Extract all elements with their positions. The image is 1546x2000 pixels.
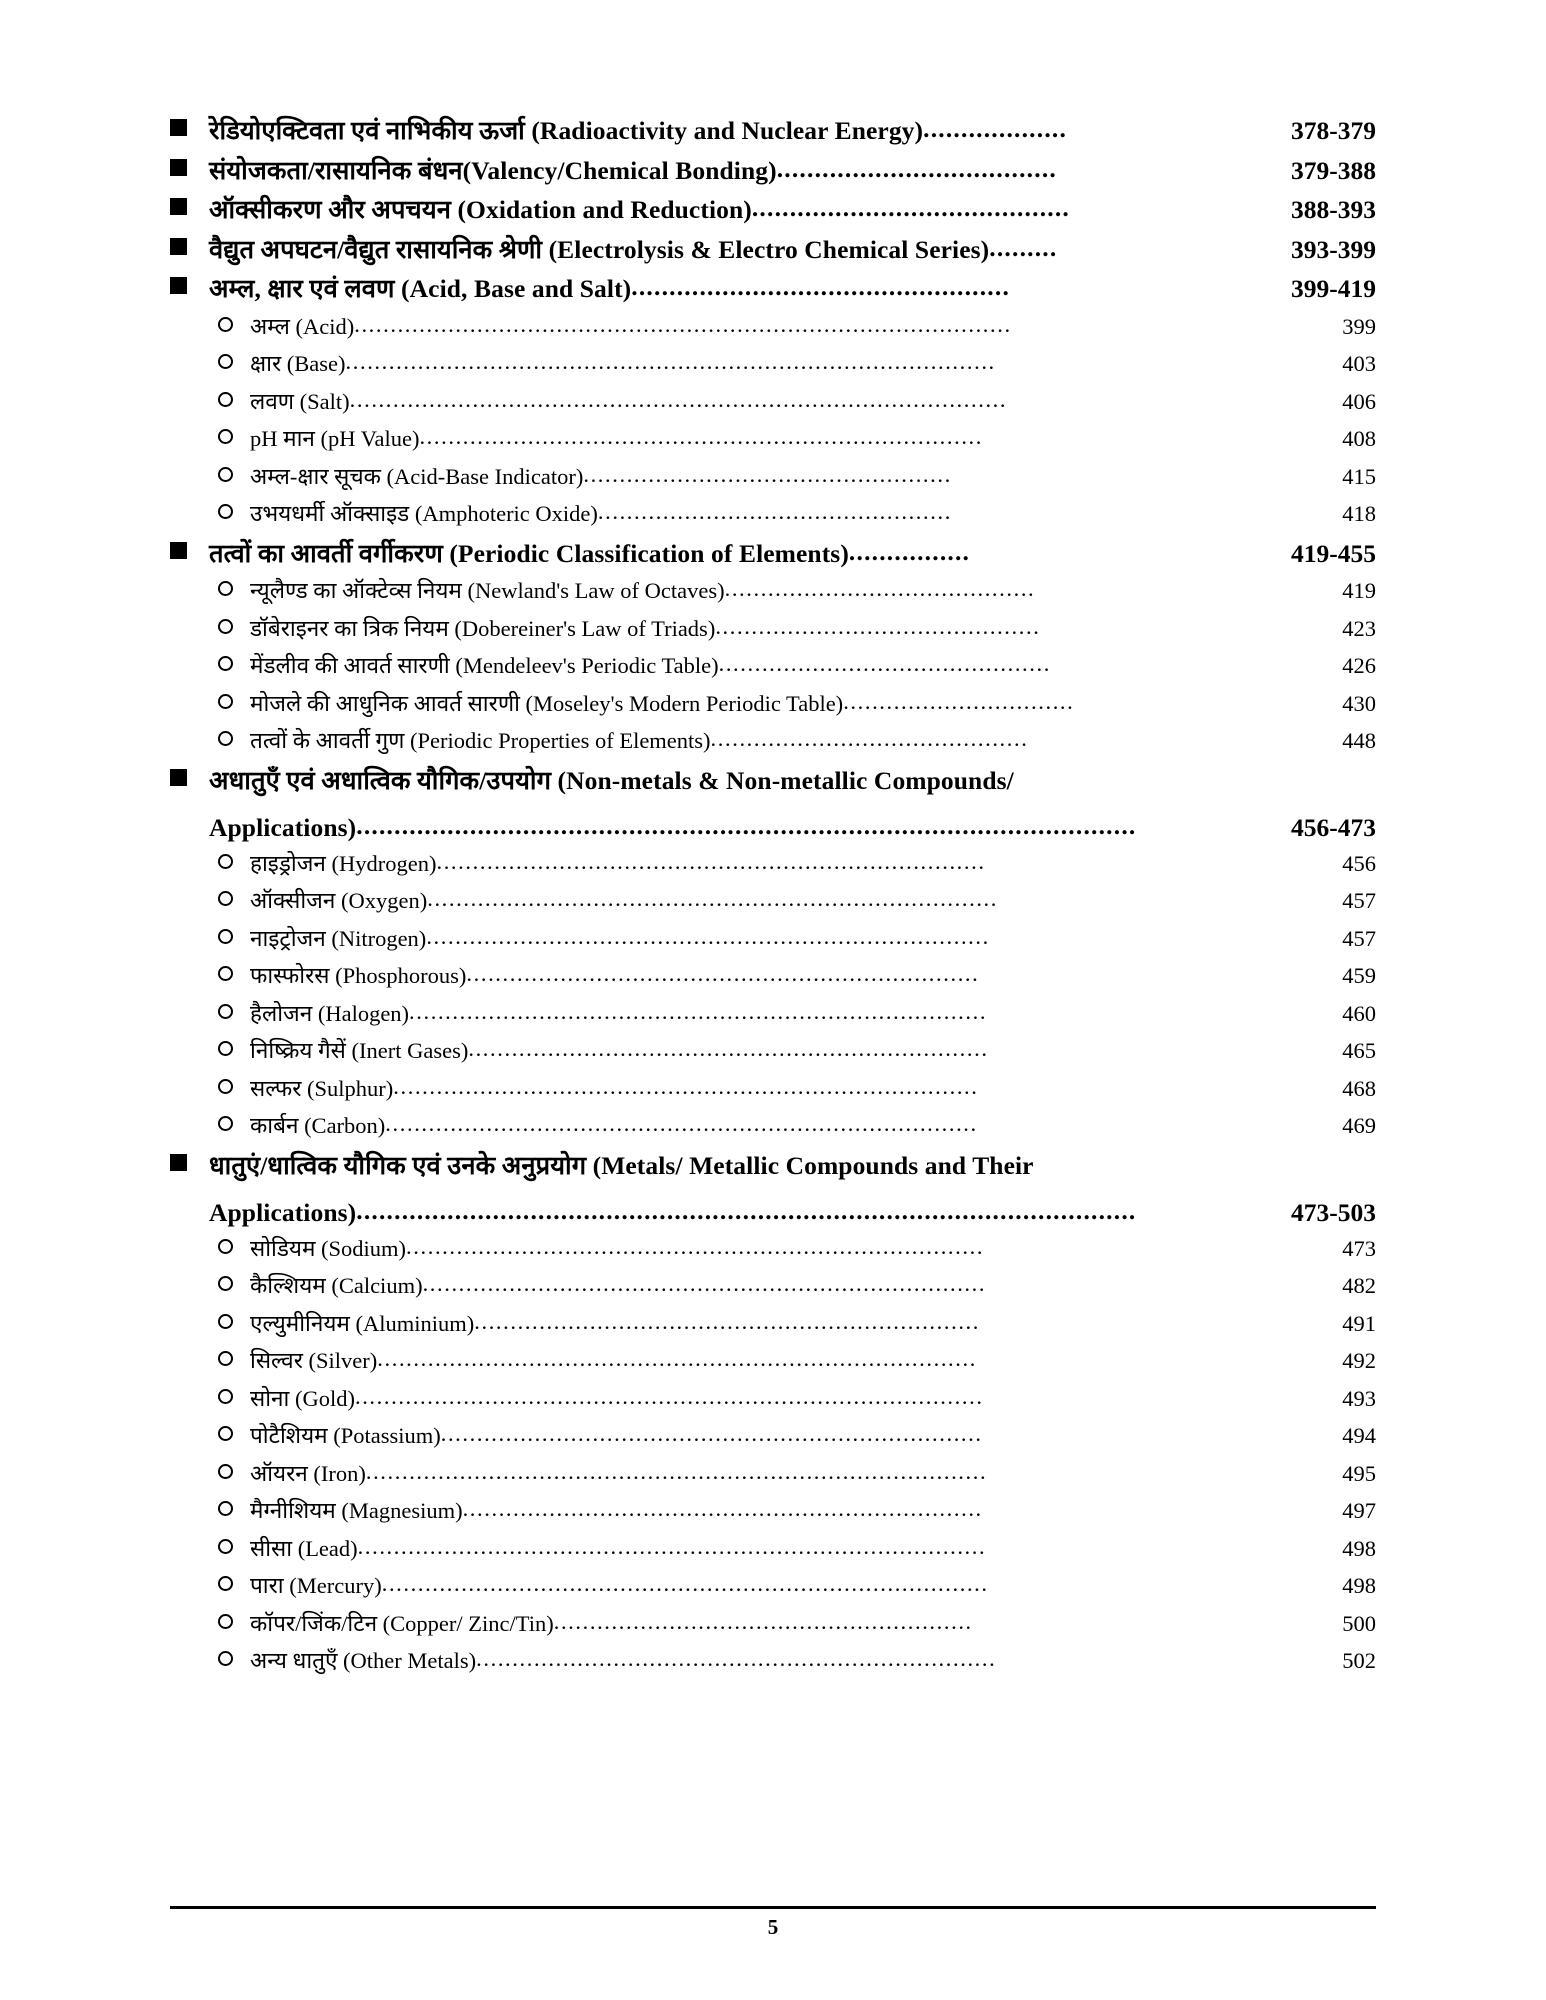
toc-entry-label: हैलोजन (Halogen) — [250, 1000, 410, 1026]
toc-entry-sub[interactable] — [170, 388, 1376, 414]
toc-entry-page-number: 493 — [1342, 1385, 1376, 1411]
circle-bullet-icon — [218, 1389, 233, 1404]
toc-entry-leader: .................................................................................... — [381, 1573, 989, 1596]
toc-entry-leader: ...................................................................................... — [365, 1460, 988, 1483]
toc-entry-sub[interactable] — [170, 690, 1376, 716]
toc-entry-page-number: 430 — [1342, 690, 1376, 716]
circle-bullet-icon — [218, 1426, 233, 1441]
toc-entry-label: ऑक्सीजन (Oxygen) — [250, 888, 428, 913]
toc-entry-label: कैल्शियम (Calcium) — [250, 1273, 423, 1298]
toc-entry-label: धातुएं/धात्विक यौगिक एवं उनके अनुप्रयोग (Metals/ Metallic Compounds and Their — [209, 1150, 1034, 1180]
toc-entry-label: अधातुएँ एवं अधात्विक यौगिक/उपयोग (Non-metals & Non-metallic Compounds/ — [209, 765, 1014, 795]
toc-entry-leader: ........................................................................ — [462, 1498, 983, 1521]
toc-entry-sub[interactable] — [170, 1040, 1376, 1063]
toc-entry-leader: ................ — [848, 538, 971, 564]
toc-entry-main[interactable] — [170, 276, 1376, 302]
toc-entry-sub[interactable] — [170, 890, 1376, 913]
toc-entry-leader: ..................................... — [776, 155, 1057, 181]
toc-entry-label: सोडियम (Sodium) — [250, 1235, 407, 1261]
toc-entry-leader: ...................................................................... — [474, 1310, 980, 1333]
toc-entry-label: सिल्वर (Silver) — [250, 1348, 378, 1373]
square-bullet-icon — [170, 277, 187, 294]
circle-bullet-icon — [218, 1539, 233, 1554]
toc-entry-sub[interactable] — [170, 1310, 1376, 1336]
toc-entry-page-number: 408 — [1342, 426, 1376, 451]
toc-entry-main[interactable] — [170, 155, 1376, 185]
circle-bullet-icon — [218, 619, 233, 634]
toc-entry-leader: .............................................................................. — [422, 1273, 987, 1296]
toc-entry-leader: ........................................................................................... — [354, 313, 1012, 336]
toc-entry-label: न्यूलैण्ड का ऑक्टेव्स नियम (Newland's Law of Octaves) — [250, 578, 725, 603]
circle-bullet-icon — [218, 966, 233, 981]
square-bullet-icon — [170, 238, 187, 255]
toc-entry-label: मोजले की आधुनिक आवर्त सारणी (Moseley's Modern Periodic Table) — [250, 690, 844, 716]
toc-entry-sub[interactable] — [170, 615, 1376, 641]
toc-entry-page-number: 494 — [1342, 1423, 1376, 1448]
circle-bullet-icon — [218, 1576, 233, 1591]
circle-bullet-icon — [218, 354, 233, 369]
circle-bullet-icon — [218, 656, 233, 671]
toc-entry-label: मेंडलीव की आवर्त सारणी (Mendeleev's Periodic Table) — [250, 653, 719, 678]
toc-entry-label: कार्बन (Carbon) — [250, 1113, 386, 1138]
toc-entry-leader: ............................................ — [710, 728, 1029, 751]
page-footer — [170, 1906, 1376, 1940]
circle-bullet-icon — [218, 891, 233, 906]
toc-entry-leader: ........................................... — [724, 578, 1036, 601]
toc-entry-leader: ................................................. — [597, 501, 952, 524]
toc-entry-page-number: 406 — [1342, 388, 1376, 414]
circle-bullet-icon — [218, 429, 233, 444]
toc-entry-sub[interactable] — [170, 655, 1376, 678]
circle-bullet-icon — [218, 854, 233, 869]
toc-entry-leader: ................... — [923, 116, 1068, 142]
toc-entry-page-number: 456-473 — [1291, 813, 1376, 842]
toc-entry-label: लवण (Salt) — [250, 388, 350, 414]
toc-entry-leader: ................................................................................ — [406, 1235, 985, 1258]
circle-bullet-icon — [218, 1116, 233, 1131]
toc-entry-label: क्षार (Base) — [250, 351, 346, 376]
circle-bullet-icon — [218, 1239, 233, 1254]
toc-entry-label: pH मान (pH Value) — [250, 426, 420, 451]
circle-bullet-icon — [218, 392, 233, 407]
toc-entry-label: संयोजकता/रासायनिक बंधन(Valency/Chemical Bonding) — [209, 155, 777, 185]
toc-entry-leader: ................................................................................ — [409, 1000, 988, 1023]
square-bullet-icon — [170, 769, 187, 786]
toc-entry-leader: .............................................. — [718, 653, 1051, 676]
toc-entry-sub[interactable] — [170, 1500, 1376, 1523]
toc-entry-page-number: 457 — [1342, 888, 1376, 913]
toc-entry-page-number: 469 — [1342, 1113, 1376, 1138]
toc-entry-leader: ....................................................................................... — [354, 1385, 984, 1408]
toc-entry-leader: .......................................... — [751, 195, 1071, 221]
toc-entry-leader: .................................................................................. — [385, 1113, 978, 1136]
toc-entry-sub[interactable] — [170, 1650, 1376, 1673]
circle-bullet-icon — [218, 1351, 233, 1366]
circle-bullet-icon — [218, 1004, 233, 1019]
toc-entry-page-number: 500 — [1342, 1610, 1376, 1636]
toc-entry-page-number: 459 — [1342, 963, 1376, 988]
circle-bullet-icon — [218, 1079, 233, 1094]
toc-entry-page-number: 388-393 — [1291, 195, 1376, 224]
toc-entry-label: ऑयरन (Iron) — [250, 1460, 366, 1486]
toc-entry-sub[interactable] — [170, 1535, 1376, 1561]
toc-entry-page-number: 457 — [1342, 925, 1376, 951]
circle-bullet-icon — [218, 1041, 233, 1056]
circle-bullet-icon — [218, 1501, 233, 1516]
circle-bullet-icon — [218, 731, 233, 746]
toc-entry-page-number: 393-399 — [1291, 234, 1376, 264]
toc-entry-label: हाइड्रोजन (Hydrogen) — [250, 850, 437, 876]
toc-entry-leader: ........................................................................... — [440, 1423, 983, 1446]
toc-entry-leader: ................................................... — [583, 463, 952, 486]
toc-entry-page-number: 460 — [1342, 1000, 1376, 1026]
footer-page-number: 5 — [767, 1915, 779, 1939]
toc-entry-page-number: 482 — [1342, 1273, 1376, 1298]
toc-entry-sub[interactable] — [170, 1460, 1376, 1486]
toc-entry-leader: .......................................................... — [553, 1610, 973, 1633]
toc-entry-page-number: 495 — [1342, 1460, 1376, 1486]
toc-entry-page-number: 491 — [1342, 1310, 1376, 1336]
toc-entry-sub[interactable] — [170, 1000, 1376, 1026]
toc-entry-sub[interactable] — [170, 580, 1376, 603]
toc-entry-leader: ............................................. — [715, 615, 1041, 638]
toc-entry-main[interactable] — [170, 234, 1376, 264]
toc-entry-leader: ....................................................................................................... — [356, 1198, 1137, 1224]
toc-entry-sub[interactable] — [170, 428, 1376, 451]
toc-entry-page-number: 497 — [1342, 1498, 1376, 1523]
toc-entry-leader: ....................................................................................... — [357, 1535, 987, 1558]
toc-entry-page-number: 419 — [1342, 578, 1376, 603]
toc-entry-leader: .......................................................................................... — [345, 351, 996, 374]
circle-bullet-icon — [218, 467, 233, 482]
toc-entry-label: अन्य धातुएँ (Other Metals) — [250, 1648, 477, 1673]
toc-entry-page-number: 473-503 — [1291, 1198, 1376, 1227]
toc-entry-label: सीसा (Lead) — [250, 1535, 358, 1561]
toc-entry-sub[interactable] — [170, 313, 1376, 339]
toc-entry-label-cont: Applications) — [209, 813, 357, 842]
toc-entry-leader: .............................................................................. — [426, 925, 990, 948]
toc-entry-page-number: 399 — [1342, 313, 1376, 339]
circle-bullet-icon — [218, 929, 233, 944]
toc-entry-label: निष्क्रिय गैसें (Inert Gases) — [250, 1038, 469, 1063]
toc-entry-page-number: 465 — [1342, 1038, 1376, 1063]
toc-entry-leader: ......... — [989, 234, 1058, 260]
toc-entry-sub[interactable] — [170, 925, 1376, 951]
toc-entry-sub[interactable] — [170, 965, 1376, 988]
toc-entry-page-number: 498 — [1342, 1573, 1376, 1598]
toc-entry-sub[interactable] — [170, 730, 1376, 753]
toc-entry-label: वैद्युत अपघटन/वैद्युत रासायनिक श्रेणी (Electrolysis & Electro Chemical Series) — [209, 234, 990, 264]
square-bullet-icon — [170, 198, 187, 215]
toc-entry-label: सोना (Gold) — [250, 1385, 355, 1411]
toc-entry-sub[interactable] — [170, 353, 1376, 376]
toc-entry-page-number: 403 — [1342, 351, 1376, 376]
toc-entry-leader: ................................................................................... — [377, 1348, 977, 1371]
toc-entry-line-2 — [170, 815, 1376, 841]
square-bullet-icon — [170, 159, 187, 176]
circle-bullet-icon — [218, 1276, 233, 1291]
toc-entry-page-number: 502 — [1342, 1648, 1376, 1673]
toc-entry-page-number: 418 — [1342, 501, 1376, 526]
square-bullet-icon — [170, 542, 187, 559]
toc-entry-page-number: 423 — [1342, 615, 1376, 641]
circle-bullet-icon — [218, 1651, 233, 1666]
toc-entry-leader: ........................................................................................... — [349, 388, 1008, 411]
toc-entry-label: कॉपर/जिंक/टिन (Copper/ Zinc/Tin) — [250, 1610, 554, 1636]
toc-entry-page-number: 468 — [1342, 1075, 1376, 1101]
toc-entry-sub[interactable] — [170, 1115, 1376, 1138]
toc-entry-line-1 — [170, 1150, 1376, 1180]
toc-entry-page-number: 378-379 — [1291, 116, 1376, 145]
toc-entry-label: उभयधर्मी ऑक्साइड (Amphoteric Oxide) — [250, 501, 598, 526]
toc-entry-page-number: 379-388 — [1291, 155, 1376, 185]
square-bullet-icon — [170, 119, 187, 136]
toc-entry-page-number: 498 — [1342, 1535, 1376, 1561]
toc-entry-leader: ........................................................................ — [476, 1648, 997, 1671]
toc-entry-page-number: 492 — [1342, 1348, 1376, 1373]
circle-bullet-icon — [218, 317, 233, 332]
toc-entry-line-1 — [170, 765, 1376, 795]
toc-entry-sub[interactable] — [170, 850, 1376, 876]
toc-entry-page-number: 419-455 — [1291, 538, 1376, 568]
toc-entry-page-number: 426 — [1342, 653, 1376, 678]
toc-entry-leader: .............................................................................. — [419, 426, 984, 449]
toc-entry-label: डॉबेराइनर का त्रिक नियम (Dobereiner's Law of Triads) — [250, 615, 716, 641]
toc-entry-main[interactable] — [170, 765, 1376, 842]
circle-bullet-icon — [218, 1314, 233, 1329]
square-bullet-icon — [170, 1154, 187, 1171]
toc-entry-leader: ........................................................................ — [468, 1038, 989, 1061]
toc-entry-sub[interactable] — [170, 1610, 1376, 1636]
toc-entry-main[interactable] — [170, 538, 1376, 568]
toc-entry-label: तत्वों के आवर्ती गुण (Periodic Properties of Elements) — [250, 728, 711, 753]
toc-entry-label-cont: Applications) — [209, 1198, 357, 1227]
toc-entry-leader: ....................................................................... — [466, 963, 980, 986]
toc-entry-main[interactable] — [170, 118, 1376, 144]
circle-bullet-icon — [218, 694, 233, 709]
toc-entry-leader: ................................ — [843, 690, 1075, 713]
circle-bullet-icon — [218, 581, 233, 596]
toc-entry-sub[interactable] — [170, 1425, 1376, 1448]
toc-entry-page-number: 448 — [1342, 728, 1376, 753]
toc-entry-label: पोटैशियम (Potassium) — [250, 1423, 441, 1448]
toc-entry-sub[interactable] — [170, 503, 1376, 526]
toc-entry-main[interactable] — [170, 197, 1376, 223]
toc-entry-leader: ................................................................................. — [393, 1075, 979, 1098]
toc-entry-label: एल्युमीनियम (Aluminium) — [250, 1310, 475, 1336]
circle-bullet-icon — [218, 1614, 233, 1629]
circle-bullet-icon — [218, 504, 233, 519]
toc-entry-sub[interactable] — [170, 1075, 1376, 1101]
toc-entry-leader: .................................................. — [631, 274, 1011, 300]
toc-entry-label: ऑक्सीकरण और अपचयन (Oxidation and Reduction) — [209, 195, 752, 224]
toc-entry-label: सल्फर (Sulphur) — [250, 1075, 394, 1101]
toc-entry-page-number: 473 — [1342, 1235, 1376, 1261]
toc-entry-label: अम्ल, क्षार एवं लवण (Acid, Base and Salt) — [209, 274, 632, 303]
toc-entry-sub[interactable] — [170, 1235, 1376, 1261]
toc-entry-sub[interactable] — [170, 1275, 1376, 1298]
toc-entry-label: अम्ल-क्षार सूचक (Acid-Base Indicator) — [250, 463, 584, 489]
toc-entry-line-2 — [170, 1200, 1376, 1226]
toc-entry-page-number: 399-419 — [1291, 274, 1376, 303]
toc-entry-sub[interactable] — [170, 1350, 1376, 1373]
footer-divider — [170, 1906, 1376, 1909]
toc-entry-leader: ............................................................................ — [436, 850, 986, 873]
circle-bullet-icon — [218, 1464, 233, 1479]
toc-entry-label: पारा (Mercury) — [250, 1573, 382, 1598]
toc-entry-leader: ....................................................................................................... — [356, 813, 1137, 839]
table-of-contents-list — [170, 118, 1376, 1673]
toc-entry-main[interactable] — [170, 1150, 1376, 1227]
toc-entry-label: तत्वों का आवर्ती वर्गीकरण (Periodic Classification of Elements) — [209, 538, 849, 568]
toc-entry-page-number: 456 — [1342, 850, 1376, 876]
toc-entry-label: नाइट्रोजन (Nitrogen) — [250, 925, 427, 951]
toc-entry-sub[interactable] — [170, 1385, 1376, 1411]
toc-entry-label: मैग्नीशियम (Magnesium) — [250, 1498, 463, 1523]
toc-entry-label: फास्फोरस (Phosphorous) — [250, 963, 467, 988]
toc-entry-leader: ............................................................................... — [427, 888, 998, 911]
toc-entry-sub[interactable] — [170, 1575, 1376, 1598]
toc-entry-label: रेडियोएक्टिवता एवं नाभिकीय ऊर्जा (Radioactivity and Nuclear Energy) — [209, 116, 924, 145]
toc-entry-sub[interactable] — [170, 463, 1376, 489]
toc-entry-label: अम्ल (Acid) — [250, 313, 355, 339]
toc-entry-page-number: 415 — [1342, 463, 1376, 489]
